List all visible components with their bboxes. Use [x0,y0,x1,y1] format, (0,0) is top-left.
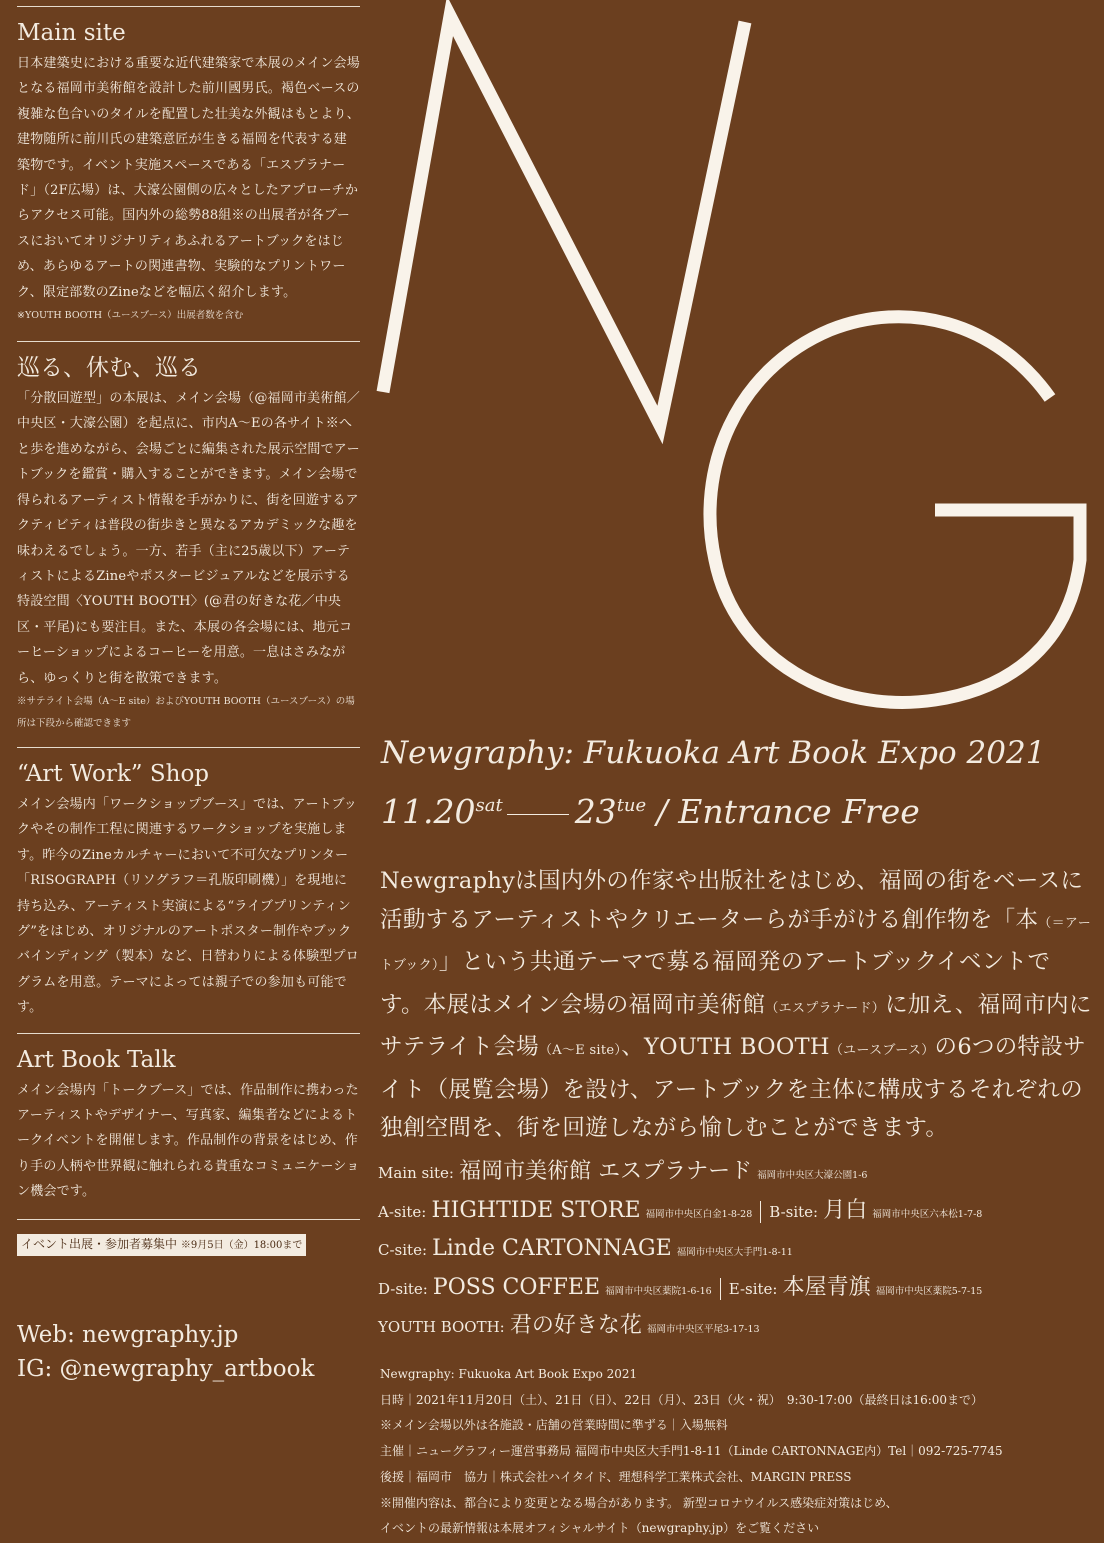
site-a-b [378,1192,1094,1231]
logo-n-stroke [383,16,745,425]
site-main [378,1153,1094,1192]
recruit-deadline: ※9月5日（金）18:00まで [180,1239,303,1251]
intro-text: Newgraphyは国内外の作家や出版社をはじめ、福岡の街をベースに活動するアーティストやクリエーターらが手がける創作物を「本 [380,868,1084,933]
separator [720,1278,721,1300]
site-name: 月白 [823,1197,868,1223]
ng-logo [375,0,1104,730]
intro-text: に加え、福岡市内にサテライト会場 [380,991,1092,1060]
intro-small: （＝アートブック） [380,915,1092,973]
site-name: POSS COFFEE [432,1274,601,1300]
site-name: HIGHTIDE STORE [431,1197,641,1223]
site-address: 福岡市中央区大濠公園1-6 [757,1170,868,1181]
divider [17,1219,360,1220]
section-title: Main site [17,20,126,46]
info-line: 日時｜2021年11月20日（土）、21日（日）、22日（月）、23日（火・祝） 9:30-17:00（最終日は16:00まで） [380,1392,984,1407]
site-name: Linde CARTONNAGE [432,1236,672,1261]
info-line: Newgraphy: Fukuoka Art Book Expo 2021 [380,1367,638,1381]
intro-text: 」という共通テーマで募る福岡発のアートブックイベントです。本展はメイン会場の福岡市美術館 [380,949,1051,1018]
site-label: YOUTH BOOTH: [378,1318,505,1336]
site-label: B-site: [769,1202,819,1221]
recruit-label: イベント出展・参加者募集中 [21,1236,178,1251]
divider [17,1033,360,1034]
site-label: E-site: [728,1279,778,1298]
site-address: 福岡市中央区六本松1-7-8 [872,1208,983,1220]
site-name: 君の好きな花 [509,1313,642,1338]
site-label: A-site: [378,1202,427,1221]
section-main-site [17,19,360,327]
event-dates [381,792,920,831]
info-line: ※開催内容は、都合により変更となる場合があります。 新型コロナウイルス感染症対策はじめ、 [380,1495,898,1510]
site-address: 福岡市中央区薬院5-7-15 [875,1285,983,1297]
section-body: 日本建築史における重要な近代建築家で本展のメイン会場となる福岡市美術館を設計した前川國男氏。褐色ベースの複雑な色合いのタイルを配置した壮美な外観はもとより、建物随所に前川氏の建築意匠が生きる福岡を代表する建築物です。イベント実施スペースである「エスプラナード」（2F広場）は、大濠公園側の広々としたアプローチからアクセス可能。国内外の総勢88組※の出展者が各ブースにおいてオリジナリティあふれるアートブックをはじめ、あらゆるアートの関連書物、実験的なプリントワーク、限定部数のZineなどを幅広く紹介します。 [17,56,360,300]
site-label: D-site: [378,1279,428,1298]
site-label: Main site: [378,1164,454,1182]
site-name: 福岡市美術館 エスプラナード [459,1159,753,1184]
site-address: 福岡市中央区大手門1-8-11 [676,1247,793,1258]
intro-text: 、YOUTH BOOTH [621,1034,830,1060]
site-address: 福岡市中央区平尾3-17-13 [646,1324,760,1335]
section-body: メイン会場内「トークブース」では、作品制作に携わったアーティストやデザイナー、写真家、編集者などによるトークイベントを開催します。作品制作の背景をはじめ、作り手の人柄や世界観に触れられる貴重なコミュニケーション機会です。 [17,1082,360,1200]
date-start: 11.20 [381,792,476,831]
site-address: 福岡市中央区薬院1-6-16 [605,1285,712,1297]
separator [760,1201,761,1223]
section-title: 巡る、休む、巡る [17,355,201,382]
instagram-link[interactable]: IG: @newgraphy_artbook [17,1355,315,1382]
divider [17,6,360,7]
site-address: 福岡市中央区白金1-8-28 [645,1208,753,1220]
date-end: 23 [574,792,617,831]
divider [17,747,360,748]
intro-small: （A〜E site） [538,1043,622,1058]
intro-small: （エスプラナード） [765,1000,886,1016]
site-d-e [378,1269,1094,1308]
section-art-work-shop [17,760,360,1021]
recruit-badge [17,1234,306,1256]
info-line: 後援｜福岡市 協力｜株式会社ハイタイド、理想科学工業株式会社、MARGIN PRESS [380,1469,852,1484]
divider [17,341,360,342]
date-dash [507,814,569,815]
date-start-day: sat [475,795,503,816]
web-link[interactable]: Web: newgraphy.jp [17,1321,239,1348]
section-title: Art Book Talk [17,1046,176,1073]
section-meguru [17,354,360,735]
site-c [378,1230,1094,1269]
section-note: ※YOUTH BOOTH（ユースブース）出展者数を含む [17,310,244,322]
site-youth [378,1307,1094,1346]
section-note: ※サテライト会場（A〜E site）およびYOUTH BOOTH（ユースブース）の場所は下段から確認できます [17,695,355,729]
left-column [17,0,360,1386]
logo-g-stroke [710,317,1080,703]
section-body: 「分散回遊型」の本展は、メイン会場（@福岡市美術館／中央区・大濠公園）を起点に、市内A〜Eの各サイト※へと歩を進めながら、会場ごとに編集された展示空間でアートブックを鑑賞・購入することができます。メイン会場で得られるアーティスト情報を手がかりに、街を回遊するアクティビティは普段の街歩きと異なるアカデミックな趣を味わえるでしょう。一方、若手（主に25歳以下）アーティストによるZineやポスタービジュアルなどを展示する特設空間〈YOUTH BOOTH〉(@君の好きな花／中央区・平尾)にも要注目。また、本展の各会場には、地元コーヒーショップによるコーヒーを用意。一息はさみながら、ゆっくりと街を散策できます。 [17,391,360,686]
site-label: C-site: [378,1241,427,1259]
event-title: Newgraphy: Fukuoka Art Book Expo 2021 [381,735,1046,771]
info-line: ※メイン会場以外は各施設・店舗の営業時間に準ずる｜入場無料 [380,1418,728,1433]
date-end-day: tue [616,795,647,816]
event-info [380,1362,1094,1542]
section-body: メイン会場内「ワークショップブース」では、アートブックやその制作工程に関連するワークショップを実施します。昨今のZineカルチャーにおいて不可欠なプリンター「RISOGRAPH（リソグラフ＝孔版印刷機）」を現地に持ち込み、アーティスト実演による“ライブプリンティング”をはじめ、オリジナルのアートポスター制作やブックバインディング（製本）など、日替わりによる体験型プログラムを用意。テーマによっては親子での参加も可能です。 [17,796,359,1016]
site-list [378,1153,1094,1346]
site-name: 本屋青旗 [782,1274,871,1300]
intro-small: （ユースブース） [829,1043,935,1058]
info-line: 主催｜ニューグラフィー運営事務局 福岡市中央区大手門1-8-11（Linde CARTONNAGE内）Tel｜092-725-7745 [380,1444,1003,1459]
intro-paragraph [380,862,1092,1148]
entrance-free: / Entrance Free [656,792,920,831]
info-line: イベントの最新情報は本展オフィシャルサイト（newgraphy.jp）をご覧ください [380,1521,820,1536]
section-title: “Art Work” Shop [17,760,210,787]
intro-text: の6つの特設サイト（展覧会場）を設け、アートブックを主体に構成するそれぞれの独創空間を、街を回遊しながら愉しむことができます。 [380,1034,1086,1141]
section-art-book-talk [17,1046,360,1205]
